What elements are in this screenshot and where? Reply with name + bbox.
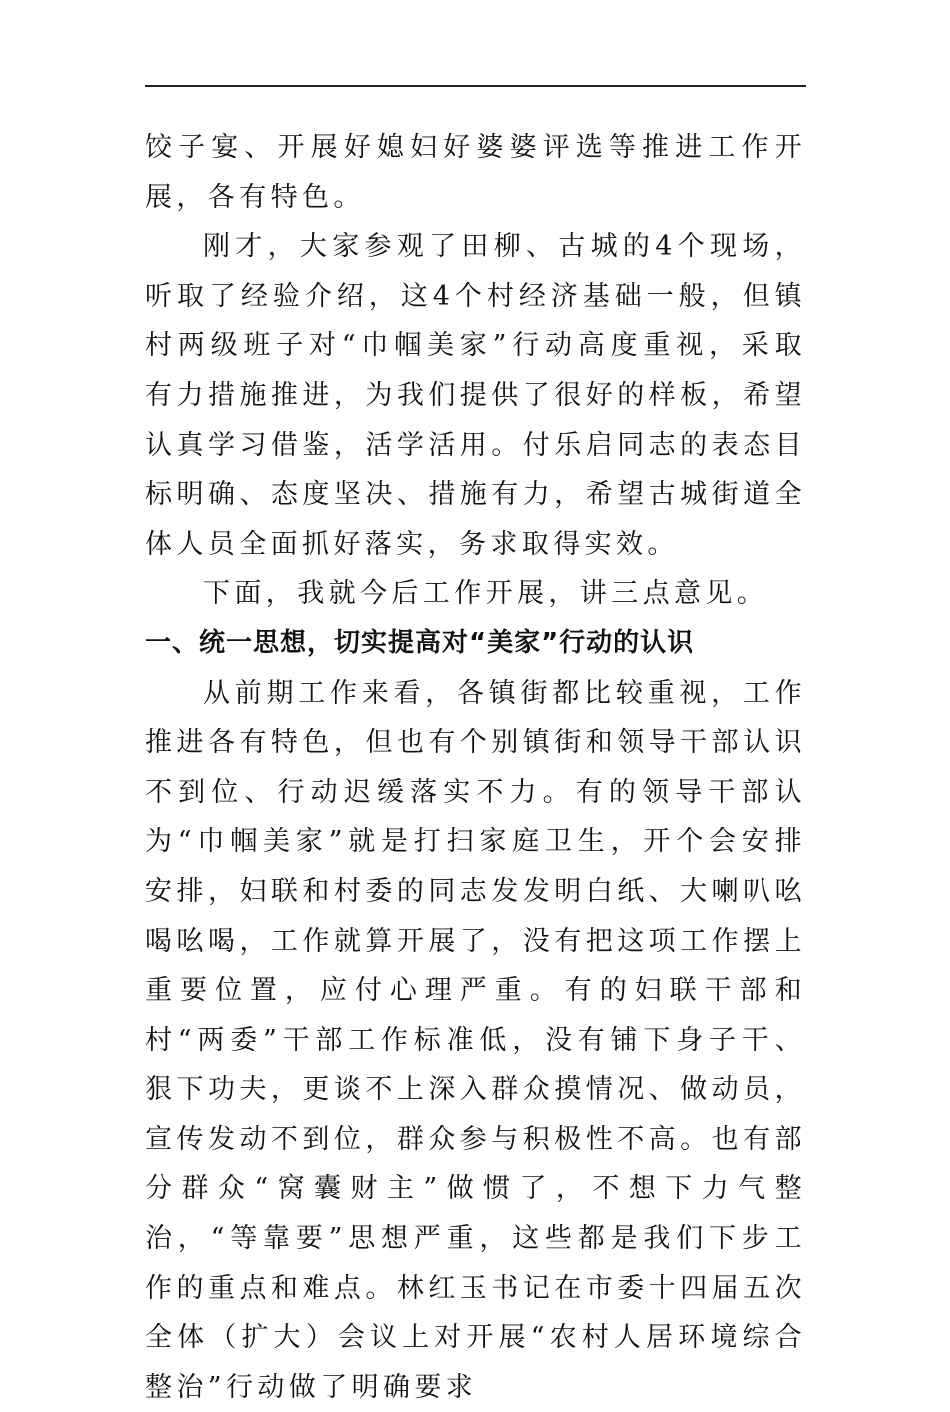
paragraph-section-one: 从前期工作来看，各镇街都比较重视，工作推进各有特色，但也有个别镇街和领导干部认识不到位、行动迟缓落实不力。有的领导干部认为“巾帼美家”就是打扫家庭卫生，开个会安排安排，妇联和村委的同志发发明白纸、大喇叭吆喝吆喝，工作就算开展了，没有把这项工作摆上重要位置，应付心理严重。有的妇联干部和村“两委”干部工作标准低，没有铺下身子干、狠下功夫，更谈不上深入群众摸情况、做动员，宣传发动不到位，群众参与积极性不高。也有部分群众“窝囊财主”做惯了，不想下力气整治，“等靠要”思想严重，这些都是我们下步工作的重点和难点。林红玉书记在市委十四届五次全体（扩大）会议上对开展“农村人居环境综合整治”行动做了明确要求: [145, 677, 806, 1403]
document-body: [145, 123, 806, 1412]
paragraph-intro-points: 下面，我就今后工作开展，讲三点意见。: [203, 578, 769, 610]
section-heading: 一、统一思想，切实提高对“美家”行动的认识: [145, 627, 695, 658]
paragraph-site-visit: 刚才，大家参观了田柳、古城的4个现场，听取了经验介绍，这4个村经济基础一般，但镇村两级班子对“巾帼美家”行动高度重视，采取有力措施推进，为我们提供了很好的样板，希望认真学习借鉴，活学活用。付乐启同志的表态目标明确、态度坚决、措施有力，希望古城街道全体人员全面抓好落实，务求取得实效。: [145, 231, 806, 560]
header-rule: [145, 85, 806, 87]
paragraph-continuation: 饺子宴、开展好媳妇好婆婆评选等推进工作开展，各有特色。: [145, 132, 806, 213]
